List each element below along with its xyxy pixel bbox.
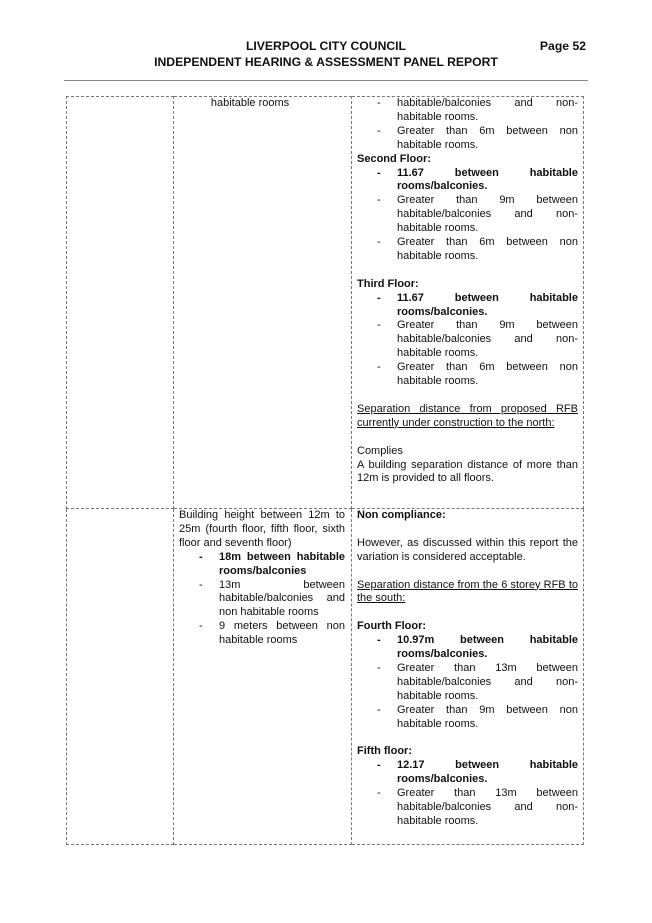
requirement-text: habitable rooms [210,97,290,109]
second-floor-heading: Second Floor: [357,152,431,165]
table-row [67,97,584,509]
complies-text: A building separation distance of more than 12m is provided to all floors. [357,458,578,485]
fifth-floor-heading: Fifth floor: [357,745,412,758]
table-row [67,509,584,845]
requirement-list [179,551,345,648]
fifth-floor-list [357,759,578,829]
list-item: - Greater than 6m between non habitable rooms. [397,236,578,264]
third-floor-list [357,292,578,389]
list-item: - 11.67 between habitable rooms/balconies. [397,167,578,195]
list-item-continued: - habitable/balconies and non-habitable rooms. [397,97,578,125]
empty-cell [67,509,174,845]
non-compliance-label: Non compliance: [357,509,446,521]
separation-south-heading: Separation distance from the 6 storey RFB to the south: [357,578,578,605]
list-item: - 11.67 between habitable rooms/balconies. [397,292,578,320]
second-floor-list [357,167,578,264]
council-name: LIVERPOOL CITY COUNCIL [245,39,407,53]
proposal-cell [352,97,584,509]
report-title: INDEPENDENT HEARING & ASSESSMENT PANEL REPORT [154,55,498,69]
list-item: - 12.17 between habitable rooms/balconies. [397,759,578,787]
third-floor-heading: Third Floor: [357,277,419,290]
first-floor-list [357,97,578,153]
list-item: - Greater than 13m between habitable/balconies and non-habitable rooms. [397,662,578,704]
requirement-cell [174,97,352,509]
requirement-intro: Building height between 12m to 25m (fourth floor, fifth floor, sixth floor and seventh floor) [179,509,345,549]
fourth-floor-list [357,634,578,731]
fourth-floor-heading: Fourth Floor: [357,620,427,633]
separation-north-heading: Separation distance from proposed RFB currently under construction to the north: [357,402,578,429]
header-divider [64,80,588,81]
list-item: - 9 meters between non habitable rooms [219,620,345,648]
assessment-table [66,96,584,845]
list-item: - Greater than 9m between habitable/balconies and non-habitable rooms. [397,319,578,361]
empty-cell [67,97,174,509]
variation-text: However, as discussed within this report the variation is considered acceptable. [357,536,578,563]
list-item: - Greater than 6m between non habitable rooms. [397,125,578,153]
proposal-cell [352,509,584,845]
list-item: - 10.97m between habitable rooms/balconies. [397,634,578,662]
requirement-cell [174,509,352,845]
page-number: Page 52 [539,39,586,53]
complies-label: Complies [357,444,403,457]
list-item: - Greater than 13m between habitable/balconies and non-habitable rooms. [397,787,578,829]
list-item: - 13m between habitable/balconies and non habitable rooms [219,579,345,621]
list-item: - Greater than 9m between habitable/balconies and non-habitable rooms. [397,194,578,236]
list-item: - Greater than 9m between non habitable rooms. [397,704,578,732]
page-header [0,38,652,70]
list-item: - 18m between habitable rooms/balconies [219,551,345,579]
list-item: - Greater than 6m between non habitable rooms. [397,361,578,389]
